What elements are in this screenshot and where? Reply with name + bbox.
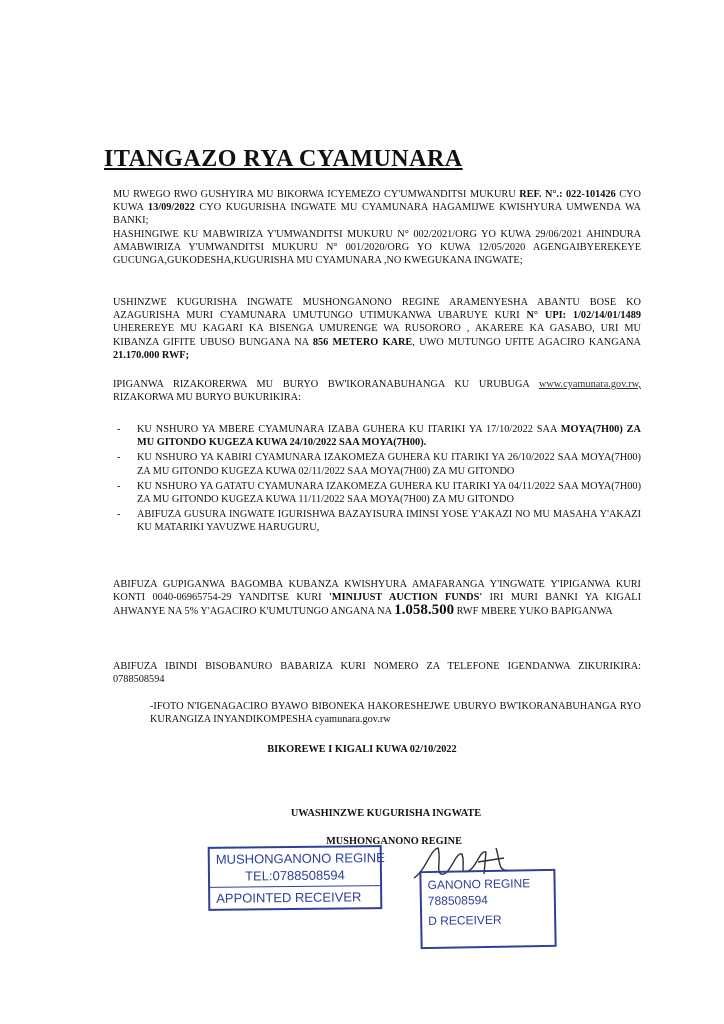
list-item: - KU NSHURO YA GATATU CYAMUNARA IZAKOMEZA GUHERA KU ITARIKI YA 04/11/2022 SAA MOYA(7H00) ZA MU GITONDO KUGEZA KUWA 11/11/2022 SAA MOYA(7H00) ZA MU GITONDO xyxy=(117,480,641,506)
deposit-paragraph: ABIFUZA GUPIGANWA BAGOMBA KUBANZA KWISHYURA AMAFARANGA Y'INGWATE Y'IPIGANWA KURI KONTI 0040-06965754-29 YANDITSE KURI 'MINIJUST AUCTION FUNDS' IRI MURI BANKI YA KIGALI AHWANYE NA 5% Y'AGACIRO K'UMUTUNGO ANGANA NA 1.058.500 RWF MBERE YUKO BAPIGANWA xyxy=(113,579,642,619)
list-item: - KU NSHURO YA MBERE CYAMUNARA IZABA GUHERA KU ITARIKI YA 17/10/2022 SAA MOYA(7H00) ZA MU GITONDO KUGEZA KUWA 24/10/2022 SAA MOYA(7H00). xyxy=(117,424,641,449)
reference-number: REF. N°.: 022-101426 xyxy=(519,189,616,200)
regulation-paragraph: HASHINGIWE KU MABWIRIZA Y'UMWANDITSI MUKURU N° 002/2021/ORG YO KUWA 29/06/2021 AHINDURA AMABWIRIZA Y'UMWANDITSI MUKURU N° 001/2020/ORG YO KUWA 12/05/2020 AGENGAIBYEREKEYE GUCUNGA,GUKODESHA,KUGURISHA MU CYAMUNARA ,NO KWEGUKANA INGWATE; xyxy=(113,229,641,267)
photo-info-paragraph: -IFOTO N'IGENAGACIRO BYAWO BIBONEKA HAKORESHEJWE UBURYO BW'IKORANABUHANGA RYO KURANGIZA INYANDIKOMPESHA cyamunara.gov.rw xyxy=(150,701,641,726)
page-title: ITANGAZO RYA CYAMUNARA xyxy=(104,146,463,172)
contact-paragraph: ABIFUZA IBINDI BISOBANURO BABARIZA KURI NOMERO ZA TELEFONE IGENDANWA ZIKURIKIRA: 0788508594 xyxy=(113,661,641,686)
stamp-role: APPOINTED RECEIVER xyxy=(216,889,362,906)
receiver-stamp-partial xyxy=(419,869,556,949)
auction-website-link[interactable]: www.cyamunara.gov.rw, xyxy=(538,379,641,390)
signer-role: UWASHINZWE KUGURISHA INGWATE xyxy=(290,808,482,819)
deposit-amount: 1.058.500 xyxy=(394,602,455,619)
list-item: - ABIFUZA GUSURA INGWATE IGURISHWA BAZAYISURA IMINSI YOSE Y'AKAZI NO MU MASAHA Y'AKAZI KU MATARIKI YAVUZWE HARUGURU, xyxy=(117,509,641,534)
auction-method-paragraph: IPIGANWA RIZAKORERWA MU BURYO BW'IKORANABUHANGA KU URUBUGA www.cyamunara.gov.rw, RIZAKORWA MU BURYO BUKURIKIRA: xyxy=(113,379,641,404)
decision-date: 13/09/2022 xyxy=(147,202,195,214)
auction-schedule-list xyxy=(113,423,641,537)
site-name: cyamunara.gov.rw xyxy=(314,714,391,726)
upi-number: N° UPI: 1/02/14/01/1489 xyxy=(526,310,641,322)
intro-paragraph: MU RWEGO RWO GUSHYIRA MU BIKORWA ICYEMEZO CY'UMWANDITSI MUKURU REF. N°.: 022-101426 CYO KUWA 13/09/2022 CYO KUGURISHA INGWATE MU CYAMUNARA HAGAMIJWE KWISHYURA UMWENDA WA BANKI; xyxy=(113,189,641,227)
stamp-name: MUSHONGANONO REGINE xyxy=(215,850,385,867)
property-area: 856 METERO KARE xyxy=(312,336,413,348)
stamp-name: GANONO REGINE xyxy=(427,876,531,893)
property-paragraph: USHINZWE KUGURISHA INGWATE MUSHONGANONO REGINE ARAMENYESHA ABANTU BOSE KO AZAGURISHA MURI CYAMUNARA UMUTUNGO UTIMUKANWA UBARUYE KURI N° UPI: 1/02/14/01/1489 UHEREREYE MU KAGARI KA BISENGA UMURENGE WA RUSORORO , AKARERE KA GASABO, URI MU KIBANZA GIFITE UBUSO BUNGANA NA 856 METERO KARE, UWO MUTUNGO UFITE AGACIRO KANGANA 21.170.000 RWF; xyxy=(113,297,641,361)
place-date-line: BIKOREWE I KIGALI KUWA 02/10/2022 xyxy=(267,744,457,755)
stamp-role: D RECEIVER xyxy=(428,912,502,929)
list-item: - KU NSHURO YA KABIRI CYAMUNARA IZAKOMEZA GUHERA KU ITARIKI YA 26/10/2022 SAA MOYA(7H00) ZA MU GITONDO KUGEZA KUWA 02/11/2022 SAA MOYA(7H00) ZA MU GITONDO xyxy=(117,452,641,477)
account-name: 'MINIJUST AUCTION FUNDS' xyxy=(328,592,483,604)
property-value: 21.170.000 RWF; xyxy=(113,349,189,361)
signer-name: MUSHONGANONO REGINE xyxy=(326,836,462,847)
stamp-phone: TEL:0788508594 xyxy=(245,867,345,884)
receiver-stamp xyxy=(208,845,383,911)
stamp-phone: 788508594 xyxy=(427,893,489,909)
